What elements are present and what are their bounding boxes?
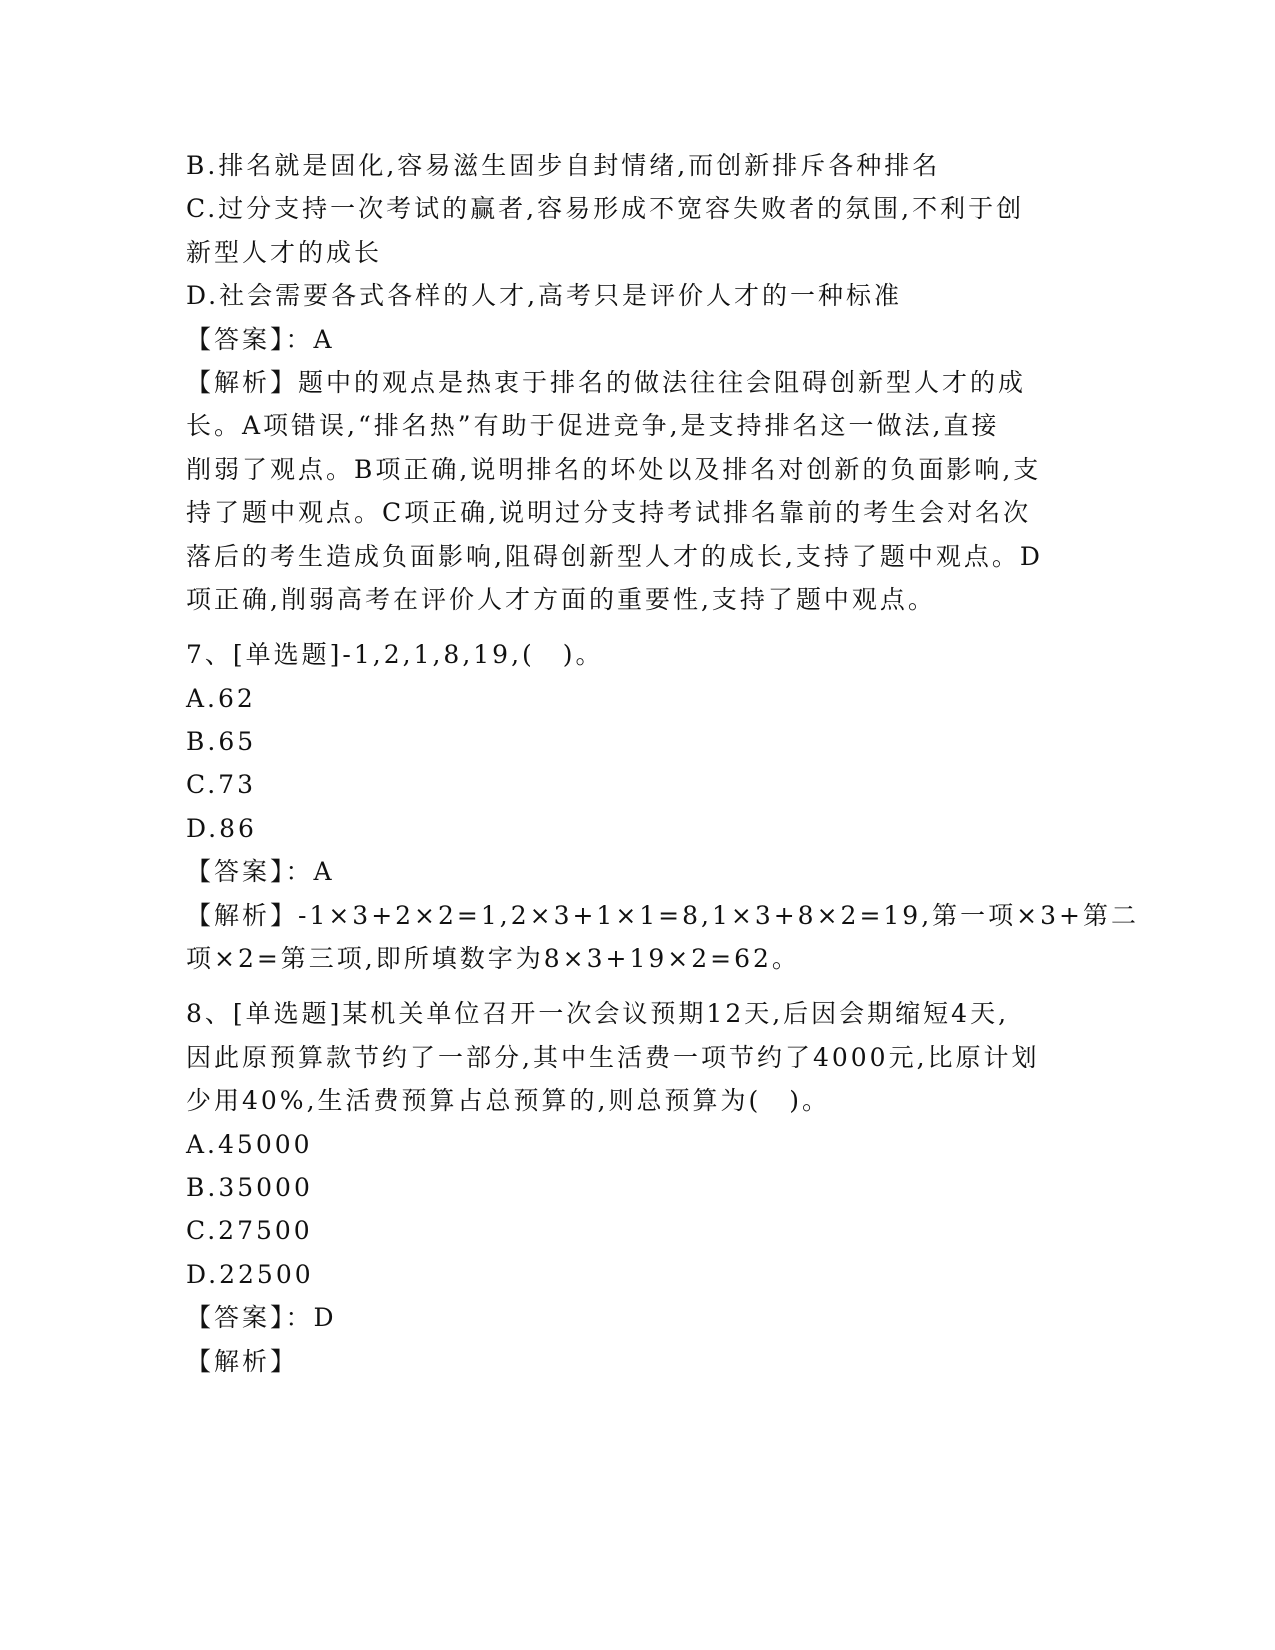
q6-analysis-line-1: 【解析】题中的观点是热衷于排名的做法往往会阻碍创新型人才的成 xyxy=(186,367,1027,397)
question-8-block xyxy=(186,992,1066,1383)
q7-option-d: D.86 xyxy=(186,813,257,843)
q8-option-a: A.45000 xyxy=(186,1129,313,1159)
q6-answer: 【答案】：A xyxy=(186,324,335,354)
q8-question-line-2: 因此原预算款节约了一部分,其中生活费一项节约了4000元,比原计划 xyxy=(186,1042,1040,1072)
q6-option-c-line-2: 新型人才的成长 xyxy=(186,237,383,267)
q6-option-c-line-1: C.过分支持一次考试的赢者,容易形成不宽容失败者的氛围,不利于创 xyxy=(186,194,1025,224)
q8-answer: 【答案】：D xyxy=(186,1303,337,1333)
q6-analysis-line-6: 项正确,削弱高考在评价人才方面的重要性,支持了题中观点。 xyxy=(186,584,936,614)
q6-analysis-line-4: 持了题中观点。C项正确,说明过分支持考试排名靠前的考生会对名次 xyxy=(186,498,1032,528)
q7-answer: 【答案】：A xyxy=(186,857,335,887)
q8-option-b: B.35000 xyxy=(186,1172,313,1202)
q6-analysis-line-3: 削弱了观点。B项正确,说明排名的坏处以及排名对创新的负面影响,支 xyxy=(186,454,1042,484)
q8-question-line-3: 少用40%,生活费预算占总预算的,则总预算为( )。 xyxy=(186,1086,830,1116)
question-6-block xyxy=(186,144,1066,621)
document-page xyxy=(186,144,1139,1383)
spacer xyxy=(186,621,1066,633)
q6-analysis-line-2: 长。A项错误,“排名热”有助于促进竞争,是支持排名这一做法,直接 xyxy=(186,411,1000,441)
spacer xyxy=(186,980,1066,992)
q8-question-line-1: 8、[单选题]某机关单位召开一次会议预期12天,后因会期缩短4天, xyxy=(186,999,1010,1029)
q8-option-d: D.22500 xyxy=(186,1259,314,1289)
q8-option-c: C.27500 xyxy=(186,1216,313,1246)
q7-analysis-line-1: 【解析】-1×3+2×2=1,2×3+1×1=8,1×3+8×2=19,第一项×3+第二 xyxy=(186,900,1139,930)
q7-option-a: A.62 xyxy=(186,683,256,713)
q8-analysis: 【解析】 xyxy=(186,1346,299,1376)
q6-analysis-line-5: 落后的考生造成负面影响,阻碍创新型人才的成长,支持了题中观点。D xyxy=(186,541,1043,571)
q7-option-c: C.73 xyxy=(186,770,256,800)
question-7-block xyxy=(186,633,1139,980)
q7-question: 7、[单选题]-1,2,1,8,19,( )。 xyxy=(186,640,604,670)
q7-option-b: B.65 xyxy=(186,727,257,757)
q7-analysis-line-2: 项×2=第三项,即所填数字为8×3+19×2=62。 xyxy=(186,944,800,974)
q6-option-d: D.社会需要各式各样的人才,高考只是评价人才的一种标准 xyxy=(186,281,903,311)
q6-option-b: B.排名就是固化,容易滋生固步自封情绪,而创新排斥各种排名 xyxy=(186,151,941,180)
